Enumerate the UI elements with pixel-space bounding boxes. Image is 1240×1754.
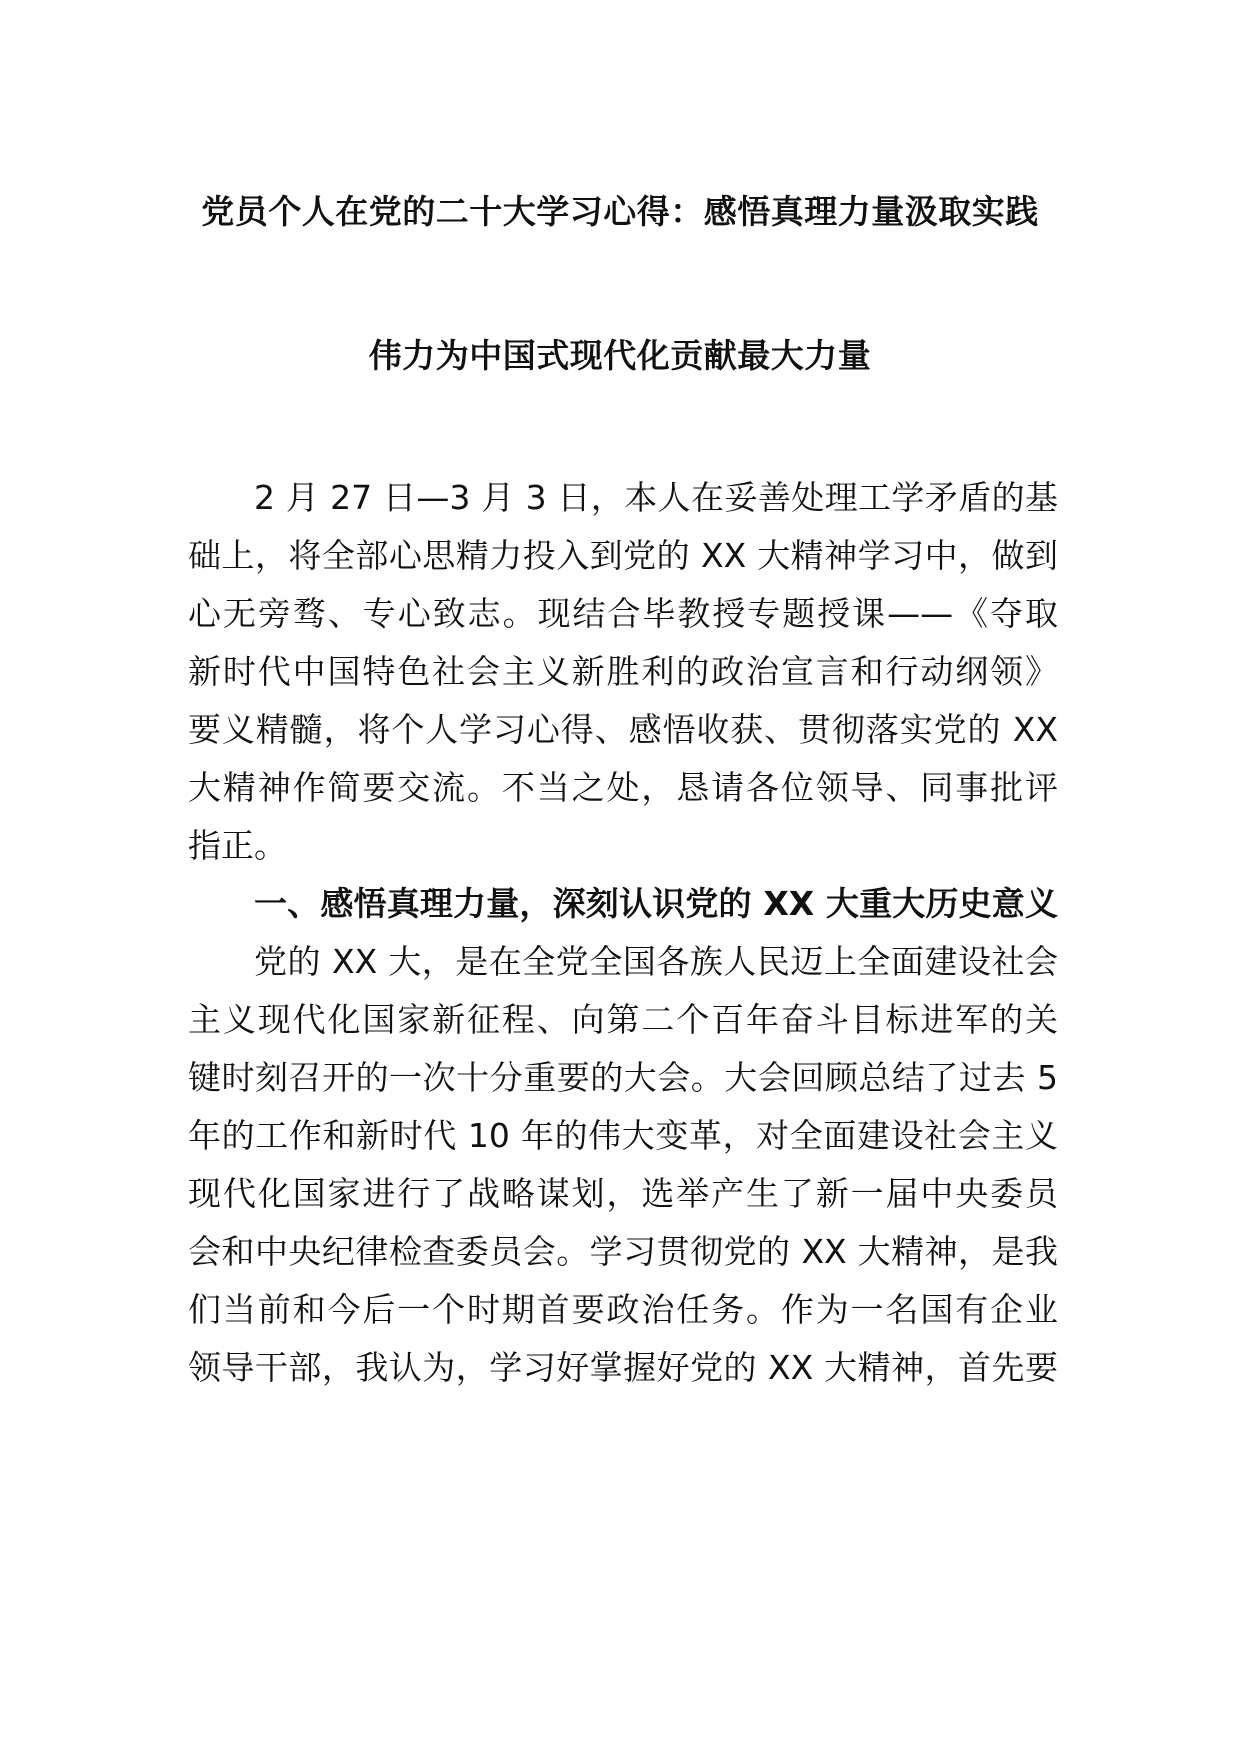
paragraph-line: 领导干部，我认为，学习好掌握好党的 XX 大精神，首先要 xyxy=(188,1348,1058,1387)
paragraph-line: 心无旁骛、专心致志。现结合毕教授专题授课——《夺取 xyxy=(188,594,1058,633)
paragraph-line: 年的工作和新时代 10 年的伟大变革，对全面建设社会主义 xyxy=(188,1116,1058,1155)
paragraph-line: 会和中央纪律检查委员会。学习贯彻党的 XX 大精神，是我 xyxy=(188,1232,1058,1271)
paragraph-line: 指正。 xyxy=(188,826,287,865)
paragraph-line: 大精神作简要交流。不当之处，恳请各位领导、同事批评 xyxy=(188,768,1058,807)
document-title-line-2: 伟力为中国式现代化贡献最大力量 xyxy=(368,336,872,375)
paragraph-line: 主义现代化国家新征程、向第二个百年奋斗目标进军的关 xyxy=(188,1000,1058,1039)
paragraph-line: 键时刻召开的一次十分重要的大会。大会回顾总结了过去 5 xyxy=(188,1058,1058,1097)
paragraph-line: 党的 XX 大，是在全党全国各族人民迈上全面建设社会 xyxy=(254,942,1058,981)
paragraph-line: 新时代中国特色社会主义新胜利的政治宣言和行动纲领》 xyxy=(188,652,1058,691)
paragraph-line: 们当前和今后一个时期首要政治任务。作为一名国有企业 xyxy=(188,1290,1058,1329)
paragraph-line: 要义精髓，将个人学习心得、感悟收获、贯彻落实党的 XX xyxy=(188,710,1058,749)
paragraph-line: 础上，将全部心思精力投入到党的 XX 大精神学习中，做到 xyxy=(188,536,1058,575)
document-title-line-1: 党员个人在党的二十大学习心得：感悟真理力量汲取实践 xyxy=(201,192,1039,231)
paragraph-line: 2 月 27 日—3 月 3 日，本人在妥善处理工学矛盾的基 xyxy=(254,478,1058,517)
paragraph-line: 现代化国家进行了战略谋划，选举产生了新一届中央委员 xyxy=(188,1174,1058,1213)
section-heading-1: 一、感悟真理力量，深刻认识党的 XX 大重大历史意义 xyxy=(254,884,1058,923)
